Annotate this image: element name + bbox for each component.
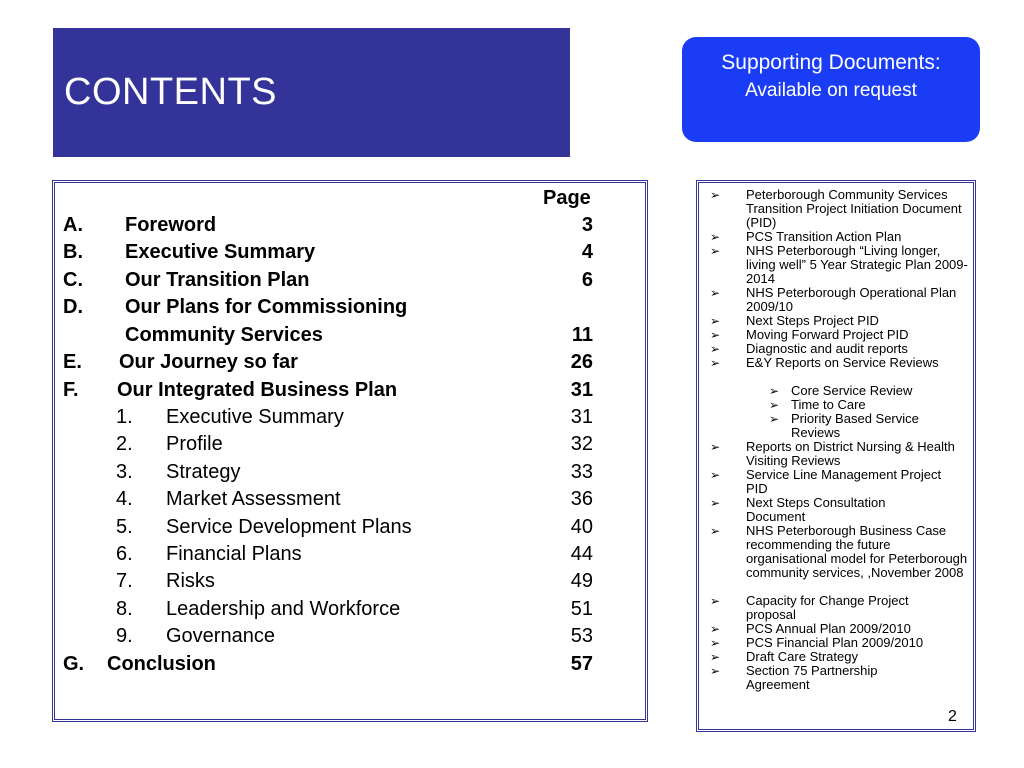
toc-subsection-number: 8.: [116, 598, 133, 620]
document-label: Peterborough Community Services Transition Project Initiation Document (PID): [746, 187, 962, 230]
document-item: [710, 285, 971, 314]
toc-subsection-label: Executive Summary: [166, 406, 344, 428]
document-label: NHS Peterborough Business Case recommending the future organisational model for Peterborough community services, ,November 2008: [746, 523, 968, 580]
arrow-bullet-icon: ➢: [710, 524, 721, 538]
document-label: Section 75 Partnership Agreement: [746, 663, 878, 692]
document-item: [710, 243, 971, 286]
arrow-bullet-icon: ➢: [710, 328, 721, 342]
toc-subsection-number: 2.: [116, 433, 133, 455]
page-title: CONTENTS: [64, 71, 277, 113]
toc-subsection-label: Governance: [166, 625, 275, 647]
arrow-bullet-icon: ➢: [710, 230, 721, 244]
toc-section-letter: E.: [63, 351, 82, 373]
arrow-bullet-icon: ➢: [710, 594, 721, 608]
arrow-bullet-icon: ➢: [710, 356, 721, 370]
contents-panel: [52, 180, 648, 722]
toc-page-number: 31: [570, 406, 593, 428]
document-item: [710, 523, 971, 580]
document-item: [710, 355, 941, 370]
document-item: [710, 313, 971, 328]
supporting-documents-panel: [696, 180, 976, 732]
toc-section-letter: A.: [63, 214, 83, 236]
document-label: Reports on District Nursing & Health Visiting Reviews: [746, 439, 955, 468]
toc-subsection-label: Risks: [166, 570, 215, 592]
arrow-bullet-icon: ➢: [710, 664, 721, 678]
toc-subsection-label: Leadership and Workforce: [166, 598, 401, 620]
document-label: Next Steps Project PID: [746, 313, 879, 328]
toc-subsection-number: 6.: [116, 543, 133, 565]
toc-page-number: 6: [581, 269, 593, 291]
document-label: NHS Peterborough Operational Plan 2009/10: [746, 285, 957, 314]
arrow-bullet-icon: ➢: [710, 496, 721, 510]
document-subitem: [769, 397, 961, 412]
arrow-bullet-icon: ➢: [710, 468, 721, 482]
callout-heading: Supporting Documents:: [721, 51, 941, 74]
toc-subsection-number: 4.: [116, 488, 133, 510]
document-label: Time to Care: [791, 397, 866, 412]
document-item: [710, 341, 971, 356]
toc-page-number: 40: [570, 516, 593, 538]
document-label: Core Service Review: [791, 383, 913, 398]
slide-number: 2: [948, 708, 957, 725]
arrow-bullet-icon: ➢: [710, 314, 721, 328]
document-subitem: [769, 411, 961, 440]
toc-subsection-label: Profile: [166, 433, 223, 455]
document-label: NHS Peterborough “Living longer, living well” 5 Year Strategic Plan 2009-2014: [746, 243, 968, 286]
toc-page-number: 49: [570, 570, 593, 592]
toc-subsection-number: 7.: [116, 570, 133, 592]
toc-section-label: Executive Summary: [125, 241, 316, 263]
document-label: Priority Based Service Reviews: [791, 411, 919, 440]
toc-page-number: 31: [570, 379, 593, 401]
toc-page-number: 36: [570, 488, 593, 510]
toc-section-label: Our Plans for Commissioning: [125, 296, 408, 318]
toc-page-number: 11: [571, 324, 593, 346]
toc-section-letter: C.: [63, 269, 83, 291]
toc-page-number: 51: [570, 598, 593, 620]
document-item: [710, 327, 971, 342]
toc-subsection-label: Financial Plans: [166, 543, 302, 565]
document-label: PCS Annual Plan 2009/2010: [746, 621, 911, 636]
arrow-bullet-icon: ➢: [710, 622, 721, 636]
toc-section-label: Our Journey so far: [119, 351, 298, 373]
toc-page-number: 53: [570, 625, 593, 647]
toc-page-number: 57: [570, 653, 593, 675]
document-label: Next Steps Consultation Document: [746, 495, 886, 524]
toc-subsection-number: 9.: [116, 625, 133, 647]
toc-page-number: 3: [581, 214, 593, 236]
arrow-bullet-icon: ➢: [769, 398, 780, 412]
callout-subheading: Available on request: [745, 80, 917, 101]
document-label: Capacity for Change Project proposal: [746, 593, 909, 622]
arrow-bullet-icon: ➢: [710, 286, 721, 300]
toc-subsection-number: 5.: [116, 516, 133, 538]
toc-subsection-label: Strategy: [166, 461, 241, 483]
toc-page-number: 32: [570, 433, 593, 455]
toc-subsection-number: 1.: [116, 406, 133, 428]
document-item: [710, 649, 971, 664]
document-item: [710, 229, 971, 244]
toc-section-label: Our Transition Plan: [125, 269, 310, 291]
document-item: [710, 663, 926, 692]
document-label: E&Y Reports on Service Reviews: [746, 355, 939, 370]
supporting-documents-callout: [682, 37, 980, 142]
toc-section-letter: D.: [63, 296, 83, 318]
document-label: Draft Care Strategy: [746, 649, 858, 664]
arrow-bullet-icon: ➢: [710, 440, 721, 454]
toc-subsection-label: Market Assessment: [166, 488, 341, 510]
toc-section-label: Conclusion: [107, 653, 216, 675]
document-item: [710, 187, 971, 230]
arrow-bullet-icon: ➢: [710, 188, 721, 202]
title-bar: [53, 28, 570, 157]
toc-page-number: 26: [570, 351, 593, 373]
toc-section-label: Foreword: [125, 214, 217, 236]
document-label: Service Line Management Project PID: [746, 467, 942, 496]
document-label: PCS Financial Plan 2009/2010: [746, 635, 924, 650]
document-subitem: [769, 383, 961, 398]
arrow-bullet-icon: ➢: [710, 636, 721, 650]
arrow-bullet-icon: ➢: [710, 342, 721, 356]
document-label: PCS Transition Action Plan: [746, 229, 902, 244]
arrow-bullet-icon: ➢: [710, 650, 721, 664]
document-item: [710, 635, 971, 650]
page-column-header: Page: [543, 187, 591, 209]
arrow-bullet-icon: ➢: [769, 384, 780, 398]
toc-subsection-label: Service Development Plans: [166, 516, 412, 538]
toc-subsection-number: 3.: [116, 461, 133, 483]
toc-section-letter: G.: [63, 653, 85, 675]
document-label: Diagnostic and audit reports: [746, 341, 908, 356]
document-item: [710, 593, 956, 622]
arrow-bullet-icon: ➢: [710, 244, 721, 258]
document-item: [710, 439, 971, 468]
toc-section-label: Community Services: [125, 324, 323, 346]
document-item: [710, 495, 946, 524]
toc-page-number: 44: [570, 543, 593, 565]
toc-page-number: 33: [570, 461, 593, 483]
arrow-bullet-icon: ➢: [769, 412, 780, 426]
toc-section-letter: B.: [63, 241, 83, 263]
toc-section-letter: F.: [63, 379, 79, 401]
document-item: [710, 621, 971, 636]
document-label: Moving Forward Project PID: [746, 327, 909, 342]
toc-section-label: Our Integrated Business Plan: [117, 379, 398, 401]
toc-page-number: 4: [581, 241, 593, 263]
document-item: [710, 467, 956, 496]
